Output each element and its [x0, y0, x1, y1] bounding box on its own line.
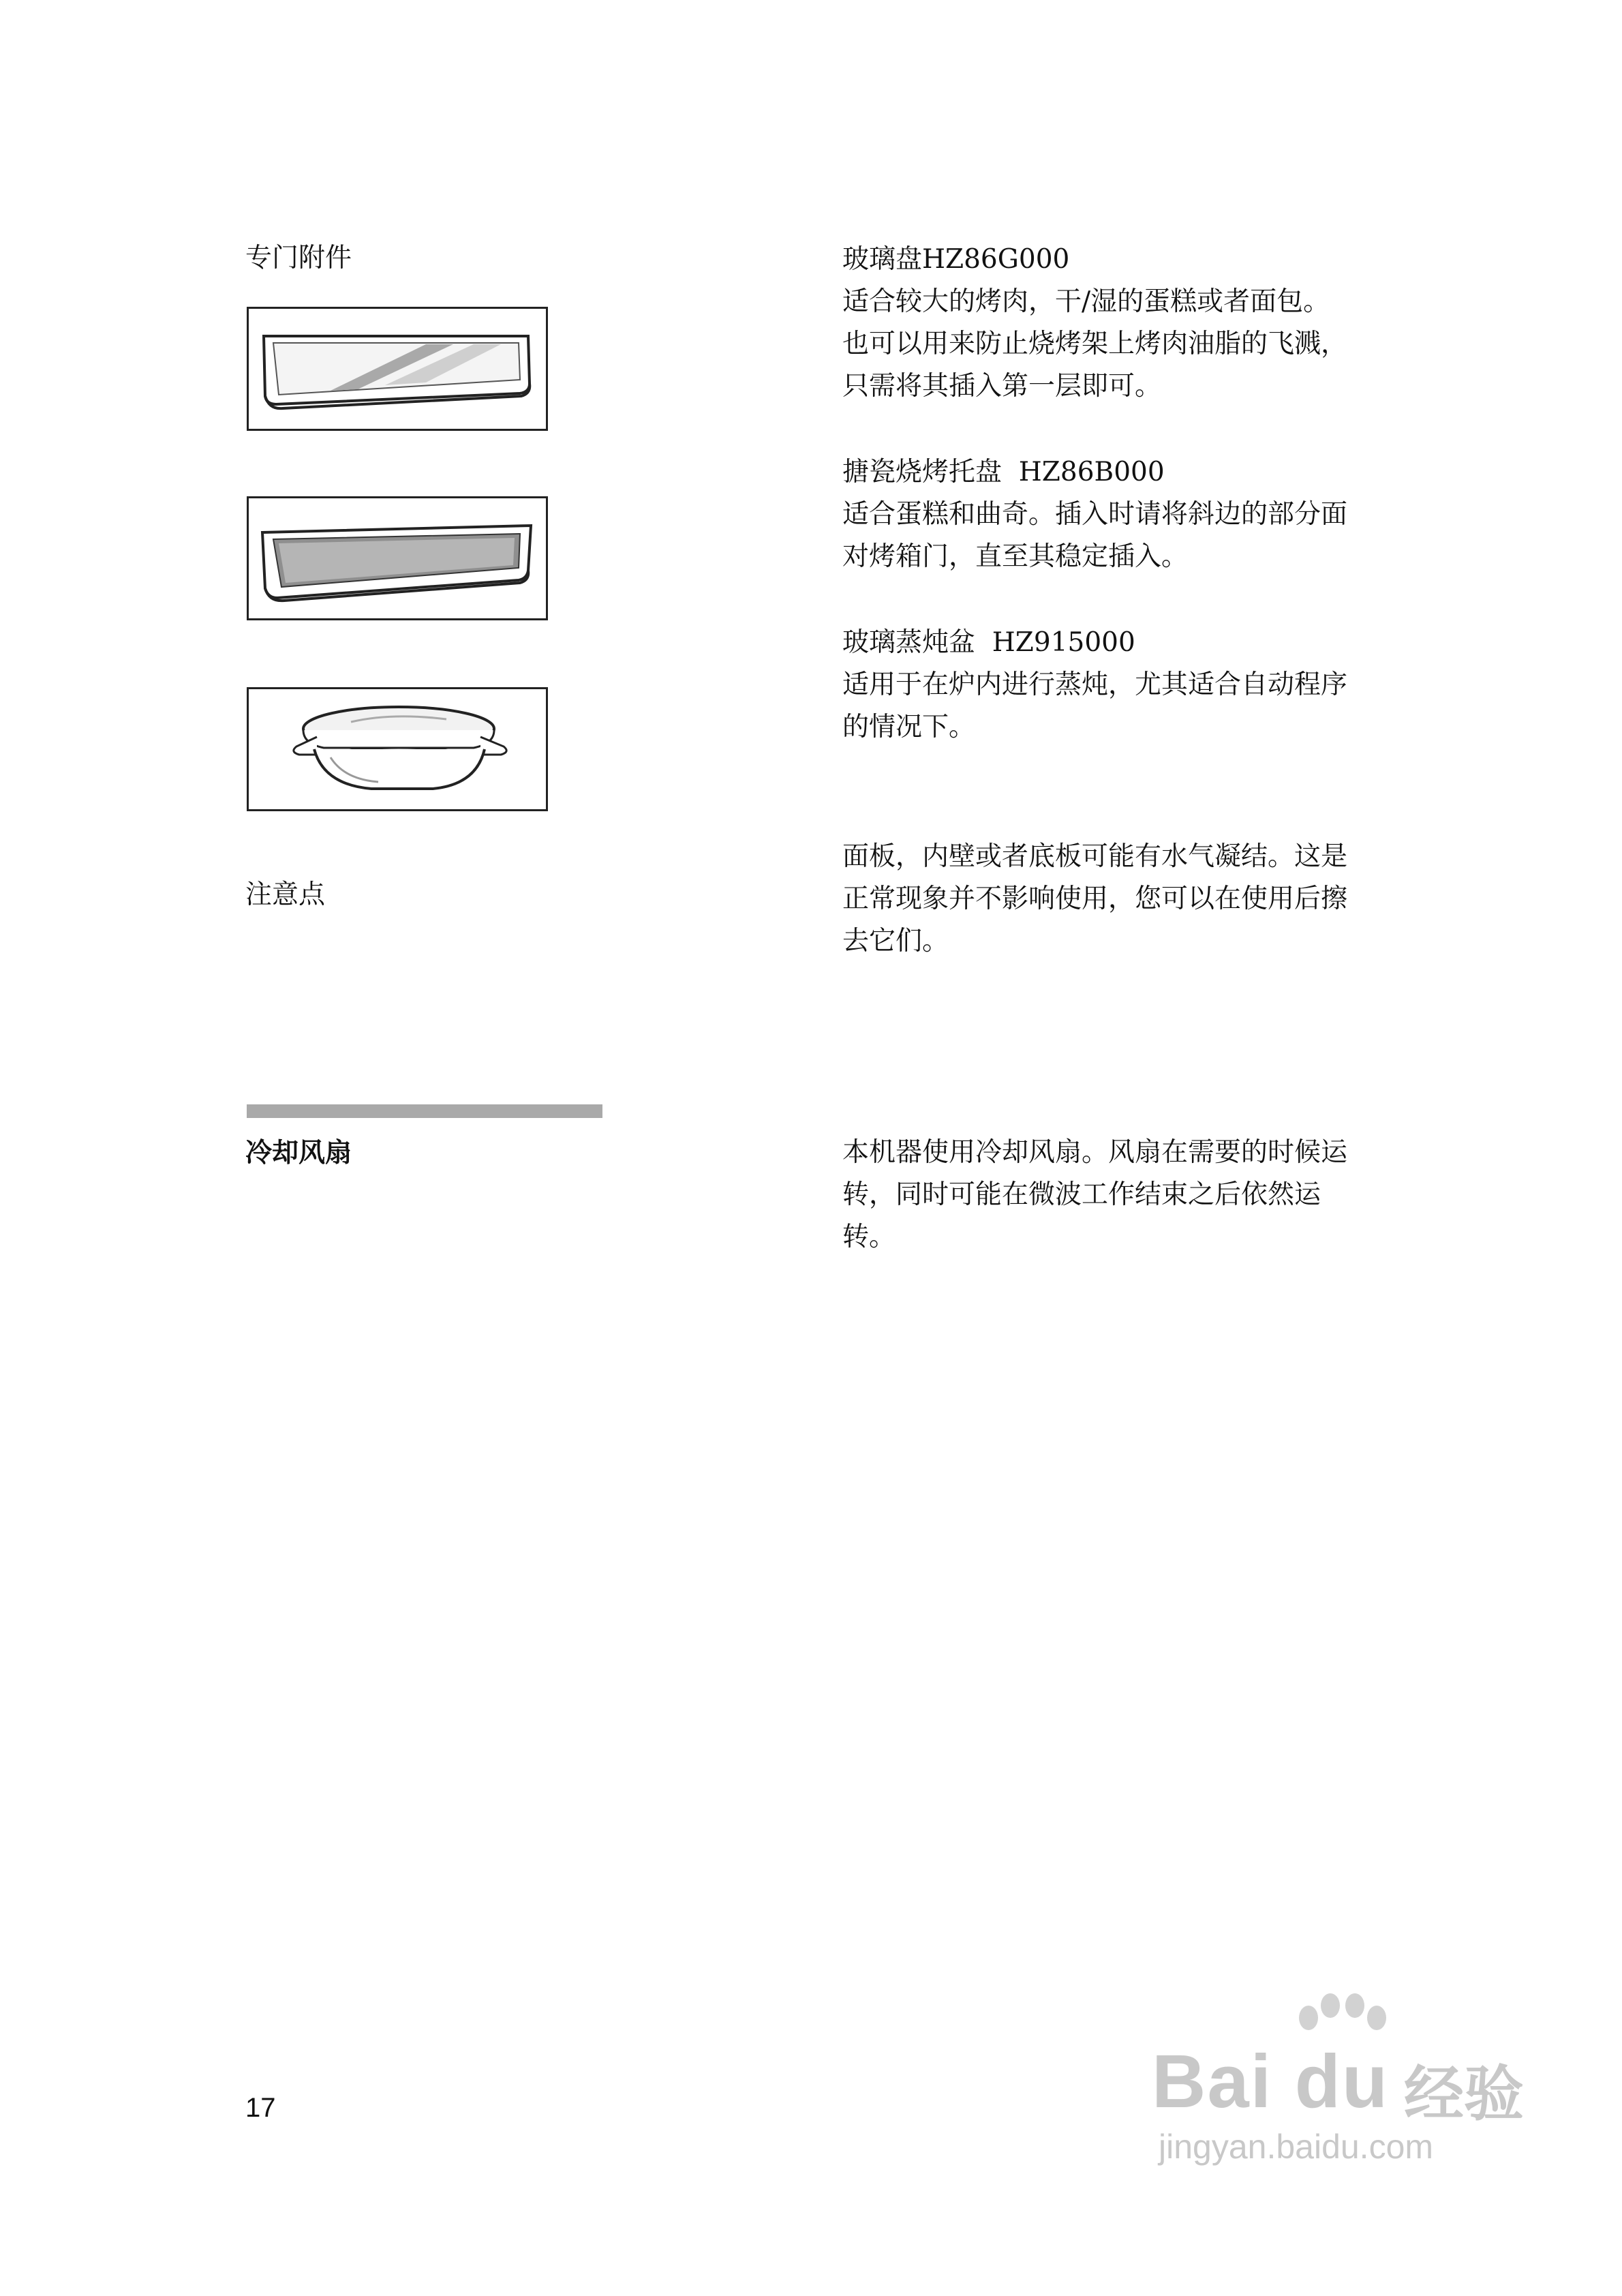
accessory-enamel-tray [842, 451, 1435, 578]
accessory-description-line: 适合蛋糕和曲奇。插入时请将斜边的部分面 [842, 499, 1348, 530]
accessory-description-line: 对烤箱门，直至其稳定插入。 [842, 541, 1189, 572]
accessory-description-line: 适合较大的烤肉，干/湿的蛋糕或者面包。 [842, 286, 1330, 317]
watermark-url: jingyan.baidu.com [1159, 2128, 1434, 2166]
glass-casserole-figure [247, 687, 548, 811]
enamel-tray-figure [247, 496, 548, 620]
cooling-fan-line: 本机器使用冷却风扇。风扇在需要的时候运 [842, 1137, 1348, 1168]
watermark-cn: 经验 [1404, 2059, 1525, 2129]
accessory-title: 玻璃盘HZ86G000 [842, 244, 1070, 275]
notes-line: 正常现象并不影响使用，您可以在使用后擦 [842, 883, 1348, 914]
cooling-fan-line: 转，同时可能在微波工作结束之后依然运 [842, 1179, 1321, 1210]
accessory-description-line: 只需将其插入第一层即可。 [842, 371, 1162, 402]
accessory-description-line: 适用于在炉内进行蒸炖，尤其适合自动程序 [842, 669, 1348, 700]
accessory-title: 玻璃蒸炖盆 HZ915000 [842, 627, 1135, 658]
glass-tray-icon [249, 309, 546, 429]
accessory-glass-casserole [842, 622, 1435, 749]
page-number: 17 [245, 2093, 276, 2123]
special-accessories-heading: 专门附件 [245, 243, 352, 273]
glass-casserole-icon [249, 689, 546, 809]
notes-line: 去它们。 [842, 926, 949, 956]
notes-heading: 注意点 [245, 879, 326, 910]
cooling-fan-heading: 冷却风扇 [245, 1137, 352, 1168]
baidu-watermark [1152, 1991, 1533, 2168]
cooling-fan-paragraph [842, 1132, 1435, 1258]
section-divider [247, 1104, 602, 1118]
enamel-tray-icon [249, 498, 546, 618]
accessory-glass-tray [842, 239, 1435, 408]
glass-tray-figure [247, 307, 548, 431]
notes-paragraph [842, 836, 1435, 963]
cooling-fan-line: 转。 [842, 1222, 896, 1252]
watermark-logo: Bai du [1152, 2040, 1390, 2124]
accessory-title: 搪瓷烧烤托盘 HZ86B000 [842, 457, 1165, 487]
accessory-description-line: 也可以用来防止烧烤架上烤肉油脂的飞溅， [842, 329, 1348, 359]
notes-line: 面板，内壁或者底板可能有水气凝结。这是 [842, 841, 1348, 872]
accessory-description-line: 的情况下。 [842, 712, 976, 742]
